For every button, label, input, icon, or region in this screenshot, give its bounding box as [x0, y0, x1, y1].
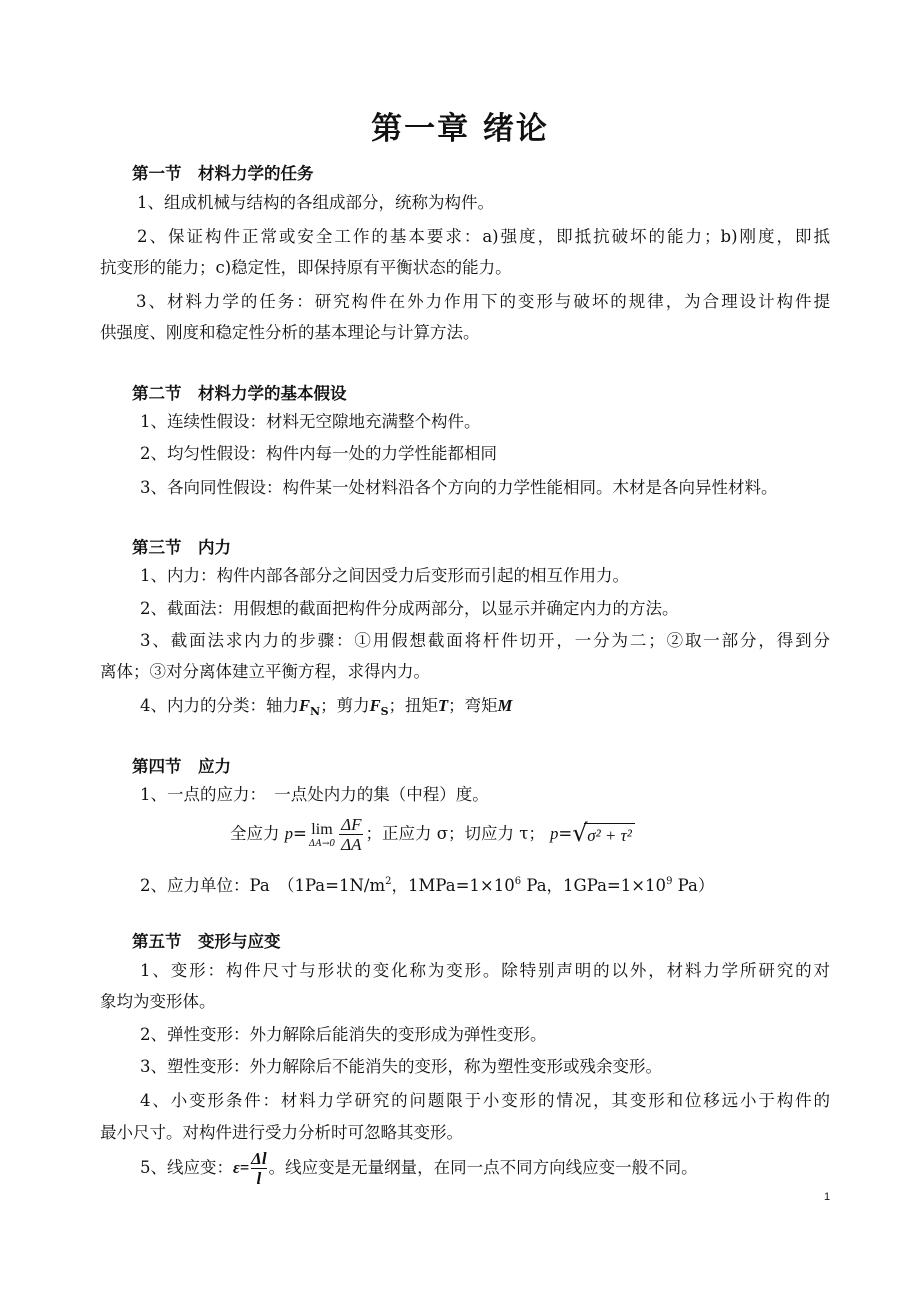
section-5-line-4: 3、塑性变形：外力解除后不能消失的变形，称为塑性变形或残余变形。 [140, 1057, 662, 1076]
section-1-line-2: 2、保证构件正常或安全工作的基本要求：a)强度，即抵抗破坏的能力；b)刚度，即抵 [137, 227, 830, 246]
section-3-line-3: 3、截面法求内力的步骤：①用假想截面将杆件切开，一分为二；②取一部分，得到分 [140, 631, 830, 650]
section-4-line-1: 1、一点的应力： 一点处内力的集（中程）度。 [140, 785, 489, 804]
strain-fraction: $\frac{\Delta l}{l}$ [251, 1149, 267, 1188]
section-5-heading: 第五节 变形与应变 [132, 932, 281, 951]
section-5-line-2: 象均为变形体。 [100, 992, 216, 1011]
stress-units: 2、应力单位：Pa （$1Pa=1N/m^2$，$1MPa=1\times 10^6$ Pa，$1GPa=1\times 10^9$ Pa） [140, 876, 715, 895]
section-2-line-3: 3、各向同性假设：构件某一处材料沿各个方向的力学性能相同。木材是各向异性材料。 [140, 478, 778, 497]
section-5-line-6: 最小尺寸。对构件进行受力分析时可忽略其变形。 [100, 1123, 463, 1142]
section-5-line-5: 4、小变形条件：材料力学研究的问题限于小变形的情况，其变形和位移远小于构件的 [140, 1091, 830, 1110]
section-1-heading: 第一节 材料力学的任务 [132, 164, 314, 183]
section-5-line-1: 1、变形：构件尺寸与形状的变化称为变形。除特别声明的以外，材料力学所研究的对 [140, 961, 830, 980]
section-2-line-1: 1、连续性假设：材料无空隙地充满整个构件。 [140, 412, 481, 431]
torque-symbol: T [438, 696, 449, 715]
section-5-line-3: 2、弹性变形：外力解除后能消失的变形成为弹性变形。 [140, 1025, 547, 1044]
section-1-line-3: 抗变形的能力；c)稳定性，即保持原有平衡状态的能力。 [100, 258, 512, 277]
moment-symbol: M [497, 696, 513, 715]
axial-force-symbol: F [299, 696, 311, 715]
section-1-line-1: 1、组成机械与结构的各组成部分，统称为构件。 [137, 193, 494, 212]
section-4-heading: 第四节 应力 [132, 757, 231, 776]
stress-formula: 全应力 p= lim ΔA→0 $\frac{\Delta F}{\Delta A}$ ；正应力 σ；切应力 τ； p= √ σ² + τ² [230, 815, 635, 859]
square-root: √ σ² + τ² [572, 823, 635, 846]
linear-strain-line: 5、线应变：ε= $\frac{\Delta l}{l}$ 。线应变是无量纲量，在同一点不同方向线应变一般不同。 [140, 1149, 698, 1188]
section-3-heading: 第三节 内力 [132, 538, 231, 557]
stress-fraction: $\frac{\Delta F}{\Delta A}$ [341, 815, 362, 854]
section-1-line-5: 供强度、刚度和稳定性分析的基本理论与计算方法。 [100, 323, 480, 342]
section-3-line-2: 2、截面法：用假想的截面把构件分成两部分，以显示并确定内力的方法。 [140, 599, 679, 618]
page-number: 1 [824, 1191, 831, 1203]
section-2-line-2: 2、均匀性假设：构件内每一处的力学性能都相同 [140, 444, 497, 463]
internal-force-classification: 4、内力的分类：轴力$F_N$；剪力$F_S$；扭矩T；弯矩M [140, 696, 513, 718]
chapter-title: 第一章 绪论 [371, 111, 549, 147]
shear-force-symbol: F [369, 696, 381, 715]
section-3-line-1: 1、内力：构件内部各部分之间因受力后变形而引起的相互作用力。 [140, 566, 629, 585]
section-1-line-4: 3、材料力学的任务：研究构件在外力作用下的变形与破坏的规律，为合理设计构件提 [136, 292, 830, 311]
section-3-line-4: 离体；③对分离体建立平衡方程，求得内力。 [100, 662, 430, 681]
section-2-heading: 第二节 材料力学的基本假设 [132, 384, 347, 403]
